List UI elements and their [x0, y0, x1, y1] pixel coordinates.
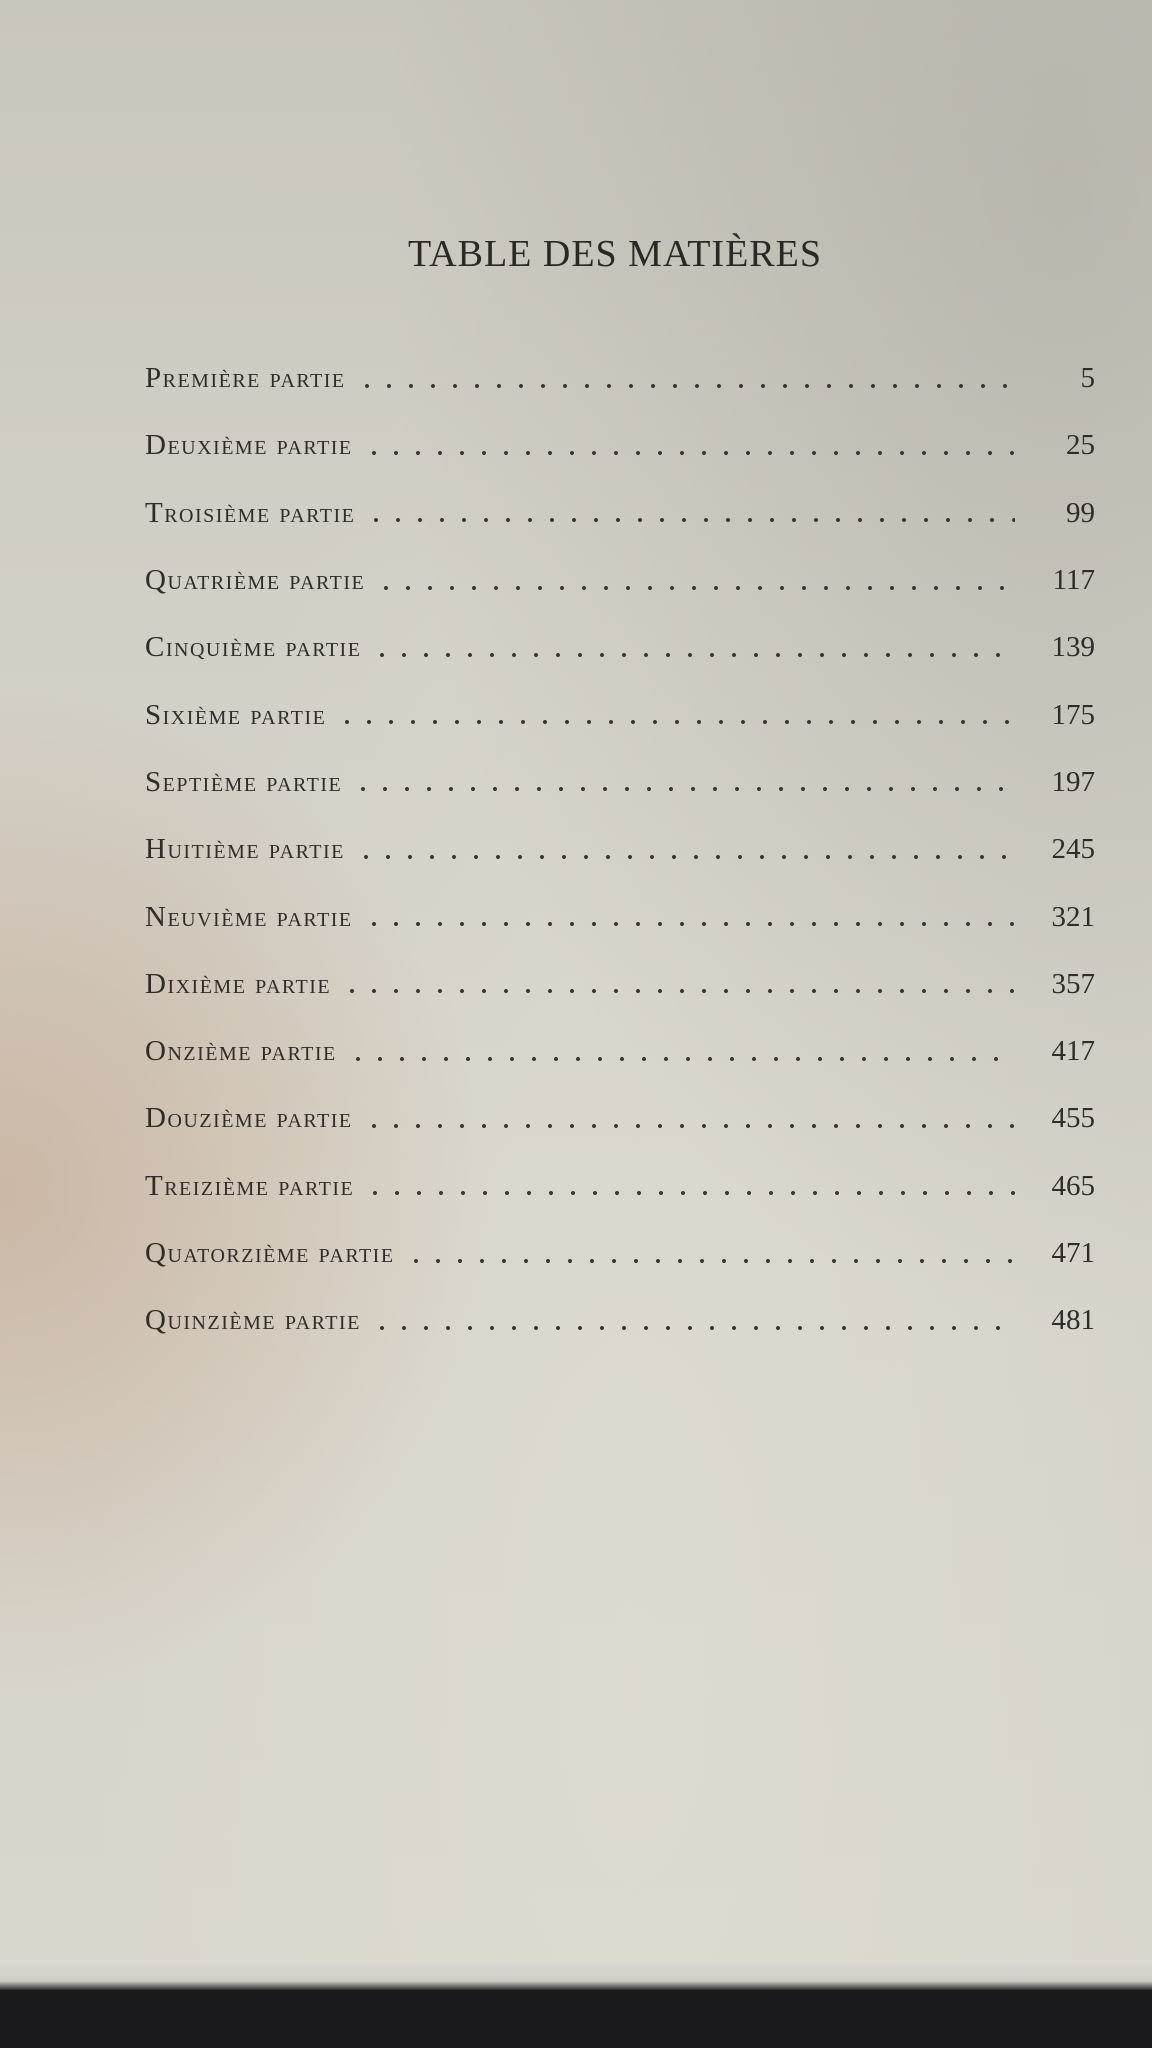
dot-leader [347, 1057, 1015, 1061]
page-bottom-edge [0, 1960, 1152, 1990]
dot-leader [363, 1124, 1015, 1128]
toc-entry-page: 471 [1051, 1237, 1095, 1269]
page-title: TABLE DES MATIÈRES [408, 233, 822, 275]
toc-entry-page: 357 [1051, 967, 1095, 1000]
toc-entry-page: 25 [1066, 429, 1095, 462]
toc-entry [145, 1018, 1095, 1085]
toc-entry [145, 480, 1095, 547]
toc-entry [145, 1085, 1095, 1152]
toc-entry-label: Treizième partie [145, 1169, 355, 1202]
table-of-contents [145, 345, 1095, 1354]
toc-entry-label: Quatrième partie [145, 564, 366, 597]
toc-entry [145, 681, 1095, 748]
toc-entry-page: 5 [1080, 362, 1095, 395]
dot-leader [356, 384, 1015, 388]
toc-entry-page: 245 [1051, 833, 1095, 866]
toc-entry-label: Troisième partie [145, 496, 356, 529]
toc-entry-label: Neuvième partie [145, 900, 353, 933]
dot-leader [341, 989, 1015, 993]
toc-entry [145, 412, 1095, 479]
toc-entry-page: 465 [1051, 1169, 1095, 1202]
dot-leader [371, 1326, 1015, 1330]
toc-entry-label: Quatorzième partie [145, 1237, 395, 1269]
toc-entry-label: Douzième partie [145, 1102, 353, 1135]
dot-leader [336, 720, 1015, 724]
toc-entry-page: 455 [1051, 1102, 1095, 1135]
toc-entry-page: 481 [1051, 1304, 1095, 1337]
toc-entry-label: Deuxième partie [145, 429, 353, 462]
toc-entry-page: 197 [1051, 765, 1095, 798]
toc-entry [145, 1287, 1095, 1354]
toc-entry-label: Quinzième partie [145, 1304, 361, 1337]
toc-entry-page: 117 [1052, 564, 1095, 597]
dot-leader [365, 518, 1015, 522]
toc-entry-page: 99 [1066, 496, 1095, 529]
toc-entry [145, 749, 1095, 816]
dot-leader [375, 586, 1015, 590]
toc-entry-label: Onzième partie [145, 1035, 337, 1068]
dot-leader [405, 1259, 1015, 1263]
dot-leader [371, 653, 1015, 657]
toc-entry [145, 614, 1095, 681]
dot-leader [355, 855, 1015, 859]
toc-entry [145, 883, 1095, 950]
toc-entry-label: Dixième partie [145, 967, 332, 1000]
dot-leader [363, 451, 1015, 455]
toc-entry-label: Sixième partie [145, 698, 327, 731]
toc-entry [145, 547, 1095, 614]
dot-leader [364, 1191, 1015, 1195]
toc-entry-label: Septième partie [145, 765, 343, 798]
toc-entry-page: 139 [1051, 631, 1095, 664]
toc-entry [145, 1220, 1095, 1287]
toc-entry [145, 345, 1095, 412]
toc-entry-label: Première partie [145, 362, 346, 395]
dot-leader [352, 787, 1015, 791]
toc-entry-label: Cinquième partie [145, 631, 362, 664]
toc-entry-page: 175 [1051, 698, 1095, 731]
toc-entry [145, 816, 1095, 883]
toc-entry [145, 1153, 1095, 1220]
toc-entry-label: Huitième partie [145, 833, 345, 866]
toc-entry [145, 951, 1095, 1018]
toc-entry-page: 417 [1051, 1035, 1095, 1068]
toc-entry-page: 321 [1051, 900, 1095, 933]
dot-leader [363, 922, 1015, 926]
